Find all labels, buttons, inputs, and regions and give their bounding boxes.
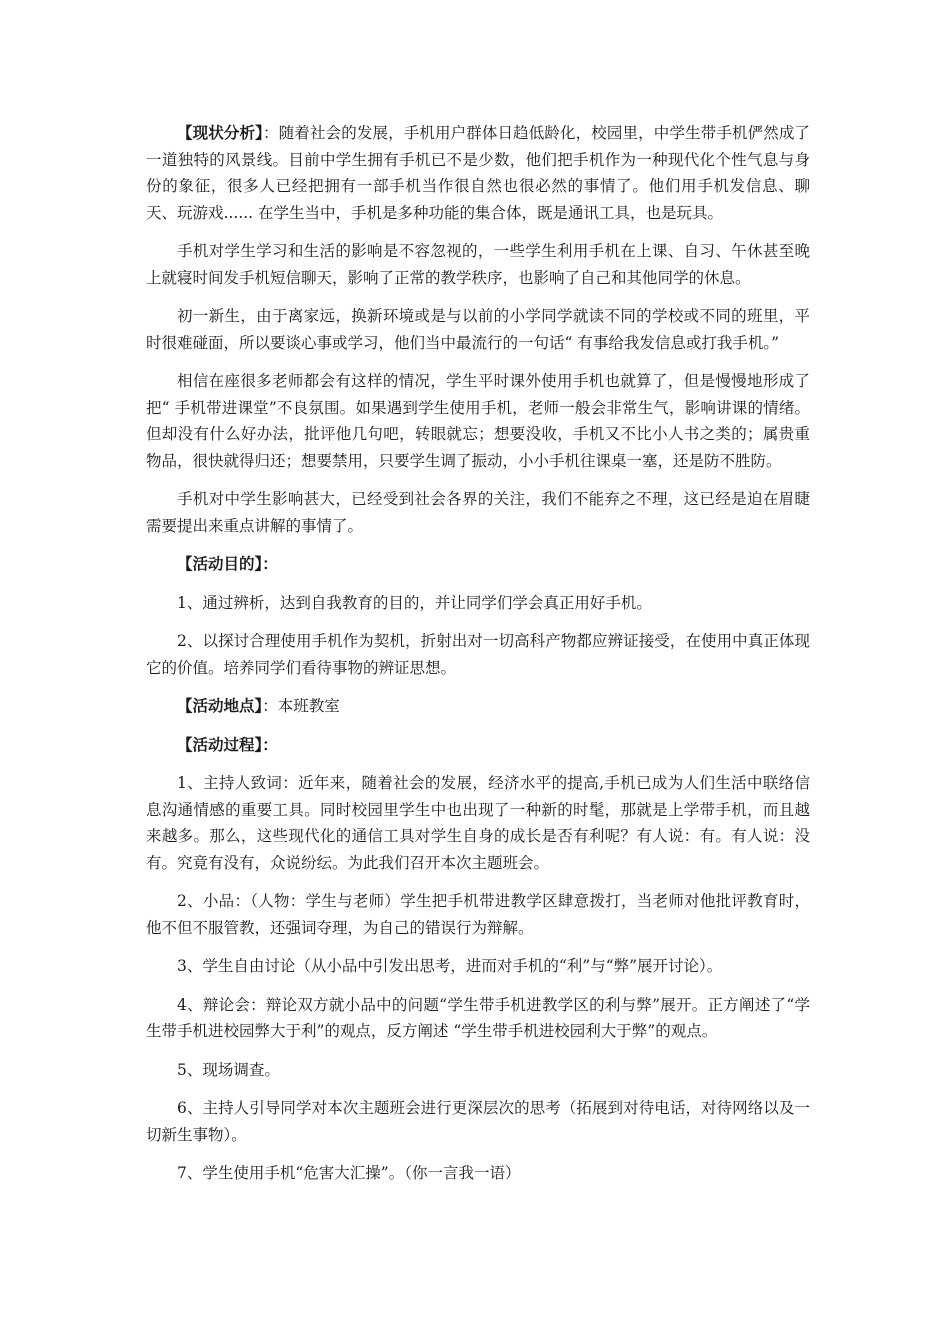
purpose-item-1: 1、通过辨析，达到自我教育的目的，并让同学们学会真正用好手机。 [177, 593, 652, 612]
situation-label: 【现状分析】 [177, 123, 264, 142]
location-line [146, 693, 810, 720]
situation-paragraph-5: 手机对中学生影响甚大，已经受到社会各界的关注，我们不能弃之不理，这已经是迫在眉睫需要提出来重点讲解的事情了。 [146, 490, 810, 535]
process-item-4: 4、辩论会：辩论双方就小品中的问题“学生带手机进教学区的利与弊”展开。正方阐述了“学生带手机进校园弊大于利”的观点，反方阐述 “学生带手机进校园利大于弊”的观点。 [146, 995, 810, 1040]
purpose-heading [146, 551, 810, 578]
process-item-2: 2、小品：（人物：学生与老师）学生把手机带进教学区肆意拨打，当老师对他批评教育时，他不但不服管教，还强词夺理，为自己的错误行为辩解。 [146, 892, 810, 937]
location-label: 【活动地点】 [177, 696, 263, 715]
situation-paragraph-3: 初一新生，由于离家远，换新环境或是与以前的小学同学就读不同的学校或不同的班里，平时很难碰面，所以要谈心事或学习，他们当中最流行的一句话“ 有事给我发信息或打我手机。” [146, 307, 810, 352]
situation-paragraph-2: 手机对学生学习和生活的影响是不容忽视的，一些学生利用手机在上课、自习、午休甚至晚上就寝时间发手机短信聊天，影响了正常的教学秩序，也影响了自己和其他同学的休息。 [146, 242, 810, 287]
process-item-6: 6、主持人引导同学对本次主题班会进行更深层次的思考（拓展到对待电话，对待网络以及一切新生事物）。 [146, 1099, 810, 1144]
location-value: ：本班教室 [262, 697, 340, 715]
process-heading [146, 732, 810, 759]
process-item-3: 3、学生自由讨论（从小品中引发出思考，进而对手机的“利”与“弊”展开讨论）。 [177, 957, 723, 975]
situation-paragraph-1 [146, 120, 810, 226]
process-label: 【活动过程】 [177, 734, 263, 754]
process-item-1: 1、主持人致词：近年来，随着社会的发展，经济水平的提高,手机已成为人们生活中联络信息沟通情感的重要工具。同时校园里学生中也出现了一种新的时髦，那就是上学带手机，而且越来越多。那么，这些现代化的通信工具对学生自身的成长是否有利呢？有人说：有。有人说：没有。究竟有没有，众说纷纭。为此我们召开本次主题班会。 [146, 774, 810, 872]
process-colon: ： [262, 734, 278, 754]
purpose-item-2: 2、以探讨合理使用手机作为契机，折射出对一切高科产物都应辨证接受，在使用中真正体现它的价值。培养同学们看待事物的辨证思想。 [146, 632, 810, 677]
purpose-colon: ： [262, 554, 278, 573]
situation-paragraph-4: 相信在座很多老师都会有这样的情况，学生平时课外使用手机也就算了，但是慢慢地形成了把“ 手机带进课堂”不良氛围。如果遇到学生使用手机，老师一般会非常生气，影响讲课的情绪。但却没有什么好办法，批评他几句吧，转眼就忘；想要没收，手机又不比小人书之类的；属贵重物品，很快就得归还；想要禁用，只要学生调了振动，小小手机往课桌一塞，还是防不胜防。 [146, 372, 810, 470]
document-page [146, 120, 810, 1199]
process-item-5: 5、现场调查。 [177, 1060, 280, 1079]
situation-text-1: ：随着社会的发展，手机用户群体日趋低龄化，校园里，中学生带手机俨然成了一道独特的风景线。目前中学生拥有手机已不是少数，他们把手机作为一种现代化个性气息与身份的象征，很多人已经把拥有一部手机当作很自然也很必然的事情了。他们用手机发信息、聊天、玩游戏...... 在学生当中，手机是多种功能的集合体，既是通讯工具，也是玩具。 [146, 124, 810, 222]
process-item-7: 7、学生使用手机“危害大汇操”。（你一言我一语） [177, 1164, 521, 1182]
purpose-label: 【活动目的】 [177, 554, 263, 573]
